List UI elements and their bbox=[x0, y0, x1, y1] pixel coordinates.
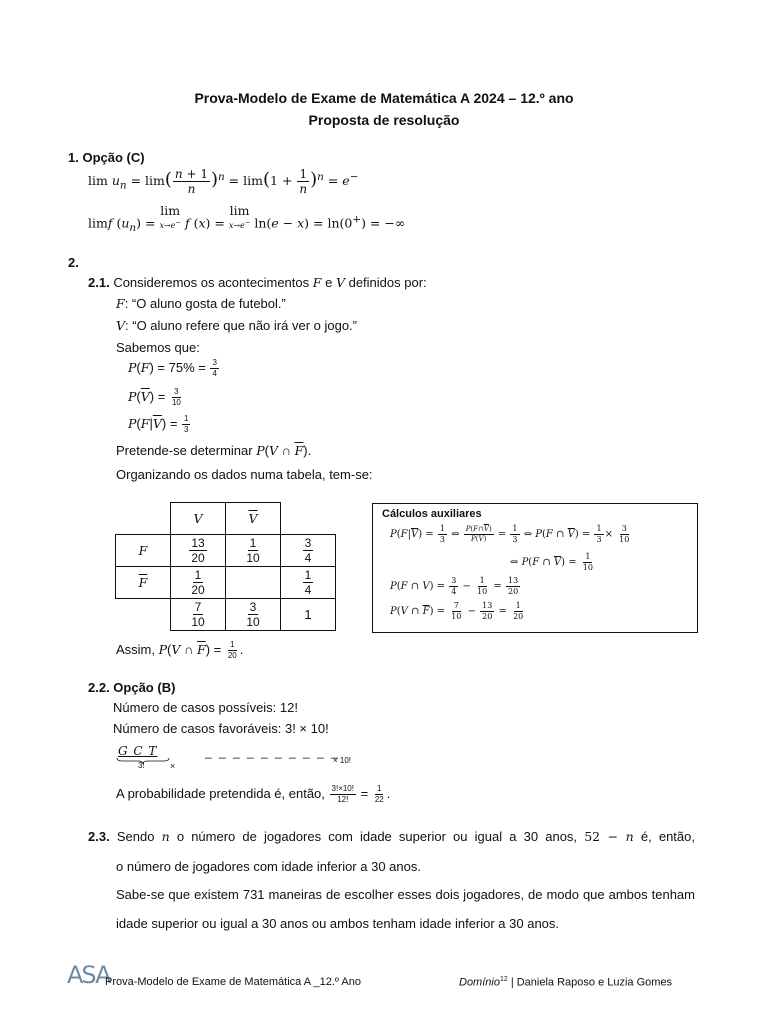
prob-f-given-vbar: P(F|V) = $\frac{1}{3}$ bbox=[128, 414, 189, 434]
q21-intro: 2.1. Consideremos os acontecimentos F e V definidos por: bbox=[88, 275, 427, 290]
conclusion-21: Assim, P(V ∩ F) = $\frac{1}{20}$ . bbox=[116, 640, 244, 660]
q23-line2: o número de jogadores com idade inferior a 30 anos. bbox=[116, 859, 421, 874]
table-intro: Organizando os dados numa tabela, tem-se: bbox=[116, 467, 373, 482]
aux-calculations-box bbox=[372, 503, 698, 633]
cell-total-vbar: $\frac{3}{10}$ bbox=[226, 599, 281, 631]
times-sign: × bbox=[170, 761, 176, 771]
q23-line4: idade superior ou igual a 30 anos ou ambos tenham idade inferior a 30 anos. bbox=[116, 916, 560, 931]
prob-vbar: P(V) = $\frac{3}{10}$ bbox=[128, 387, 181, 407]
page-title: Prova-Modelo de Exame de Matemática A 2024 – 12.º ano bbox=[194, 90, 574, 106]
col-v: V bbox=[171, 503, 226, 535]
q23-line1: 2.3. Sendo n o número de jogadores com idade superior ou igual a 30 anos, 52 − n é, então, bbox=[88, 829, 695, 844]
q2-heading: 2. bbox=[68, 255, 79, 270]
cell-f-vbar: $\frac{1}{10}$ bbox=[226, 535, 281, 567]
ten-factorial: × 10! bbox=[333, 756, 352, 765]
def-f: F: “O aluno gosta de futebol.” bbox=[116, 296, 286, 311]
q1-line2: limf $(u_n) = \lim$ x→e− f (x) = lim x→e− ln(e − x) = ln(0+) = −∞ bbox=[88, 203, 406, 234]
cell-f-total: $\frac{3}{4}$ bbox=[281, 535, 336, 567]
aux-line4: P(V ∩ F) = $\frac{7}{10}$ − $\frac{13}{20}$ = $\frac{1}{20}$ bbox=[390, 601, 524, 621]
prob-f: P(F) = 75% = $\frac{3}{4}$ bbox=[128, 358, 217, 378]
q1-line1: $\lim u_n = \lim$( $\frac{n + 1}{n}$ )$^n$ = lim(1 + $\frac{1}{n}$ )$^n$ = e− bbox=[88, 167, 359, 196]
row-f: F bbox=[116, 535, 171, 567]
asa-logo: ASA bbox=[67, 961, 110, 989]
q22-possible: Número de casos possíveis: 12! bbox=[113, 700, 298, 715]
footer-left: Prova-Modelo de Exame de Matemática A _12.º Ano bbox=[105, 976, 361, 988]
q22-heading: 2.2. Opção (B) bbox=[88, 680, 176, 695]
col-vbar: V bbox=[226, 503, 281, 535]
footer-right: Domínio$^{12}$ | Daniela Raposo e Luzia Gomes bbox=[459, 976, 673, 989]
three-factorial: 3! bbox=[138, 761, 145, 770]
goal: Pretende-se determinar P(V ∩ F). bbox=[116, 443, 312, 458]
row-fbar: F bbox=[116, 567, 171, 599]
known-label: Sabemos que: bbox=[116, 340, 200, 355]
aux-line1: P(F|V) = $\frac{1}{3}$ ⇔ $\frac{P(F\cap V)}{P(V)}$ = $\frac{1}{3}$ ⇔ P(F ∩ V) = $\frac{1}{3}$ × $\frac{3}{10}$ bbox=[390, 524, 630, 544]
cell-total-v: $\frac{7}{10}$ bbox=[171, 599, 226, 631]
cell-total: 1 bbox=[281, 599, 336, 631]
aux-title: Cálculos auxiliares bbox=[382, 508, 482, 520]
contingency-table bbox=[115, 502, 336, 631]
def-v: V: “O aluno refere que não irá ver o jogo.” bbox=[116, 318, 357, 333]
ten-dashes: _ _ _ _ _ _ _ _ _ _ bbox=[205, 745, 340, 759]
q23-line3: Sabe-se que existem 731 maneiras de escolher esses dois jogadores, de modo que ambos tenham bbox=[116, 887, 695, 902]
cell-fbar-total: $\frac{1}{4}$ bbox=[281, 567, 336, 599]
q1-heading: 1. Opção (C) bbox=[68, 150, 145, 165]
q22-probability: A probabilidade pretendida é, então, $\frac{3!\times 10!}{12!}$ = $\frac{1}{22}$ . bbox=[116, 784, 391, 804]
cell-f-v: $\frac{13}{20}$ bbox=[171, 535, 226, 567]
page-subtitle: Proposta de resolução bbox=[308, 112, 460, 128]
gct-letters: G C T bbox=[118, 744, 158, 758]
aux-line3: P(F ∩ V) = $\frac{3}{4}$ − $\frac{1}{10}$ = $\frac{13}{20}$ bbox=[390, 576, 519, 596]
cell-fbar-vbar bbox=[226, 567, 281, 599]
cell-fbar-v: $\frac{1}{20}$ bbox=[171, 567, 226, 599]
q22-favorable: Número de casos favoráveis: 3! × 10! bbox=[113, 721, 329, 736]
aux-line2: ⇔ P(F ∩ V) = $\frac{1}{10}$ bbox=[510, 552, 593, 572]
